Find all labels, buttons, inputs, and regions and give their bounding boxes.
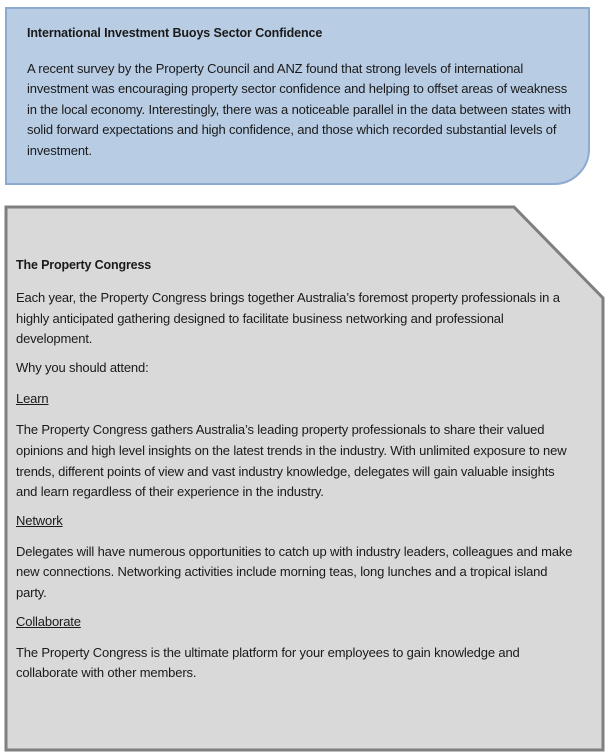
why-attend-label: Why you should attend: bbox=[16, 359, 149, 375]
network-heading: Network bbox=[16, 512, 63, 528]
congress-title: The Property Congress bbox=[16, 258, 152, 272]
congress-panel bbox=[16, 256, 576, 692]
collaborate-body: The Property Congress is the ultimate platform for your employees to gain knowledge and collaborate with other members. bbox=[16, 644, 520, 681]
network-body: Delegates will have numerous opportunities to catch up with industry leaders, colleagues and make new connections. Networking activities include morning teas, long lunches and a tropical island party. bbox=[16, 543, 573, 600]
callout-body: A recent survey by the Property Council and ANZ found that strong levels of international investment was encouraging property sector confidence and helping to offset areas of weakness in the local economy. Interestingly, there was a noticeable parallel in the data between states with solid forward expectations and high confidence, and those which recorded substantial levels of investment. bbox=[27, 61, 571, 158]
learn-body: The Property Congress gathers Australia’s leading property professionals to share their valued opinions and high level insights on the latest trends in the industry. With unlimited exposure to new trends, different points of view and vast industry knowledge, delegates will gain valuable insights and learn regardless of their experience in the industry. bbox=[16, 422, 567, 500]
congress-intro: Each year, the Property Congress brings together Australia’s foremost property professionals in a highly anticipated gathering designed to facilitate business networking and professional development. bbox=[16, 290, 560, 347]
callout-title: International Investment Buoys Sector Confidence bbox=[27, 26, 323, 40]
collaborate-heading: Collaborate bbox=[16, 613, 81, 629]
learn-heading: Learn bbox=[16, 391, 49, 407]
